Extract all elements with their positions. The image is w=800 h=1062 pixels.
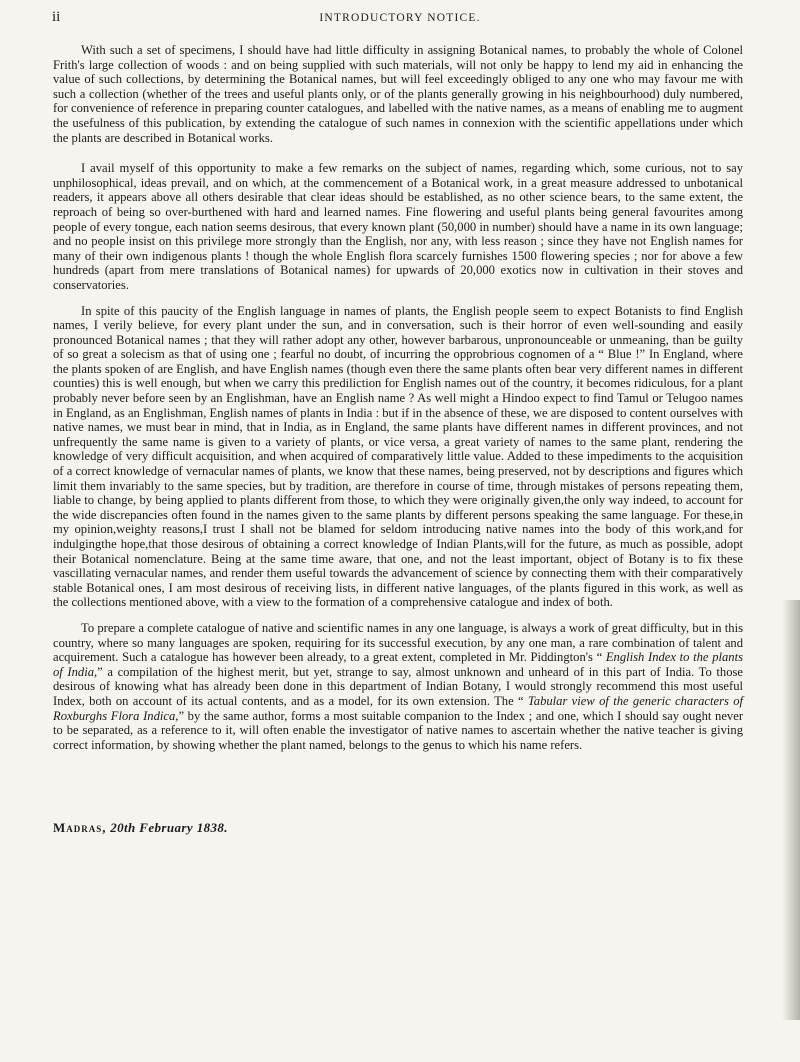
tabular-view-title: Tabular view of the generic characters of Roxburghs Flora Indica,	[53, 693, 743, 723]
running-head: INTRODUCTORY NOTICE.	[319, 12, 481, 24]
signoff-date: 20th February 1838.	[110, 820, 228, 835]
paragraph-4-part-1: To prepare a complete catalogue of native and scientific names in any one language, is always a work of great difficulty, but in this country, where so many languages are spoken, requiring for its successful execution, by any one man, a rare combination of talent and acquirement. Such a catalogue has however been already, to a great extent, completed in Mr. Piddington's “	[53, 620, 743, 665]
page-edge-shadow	[782, 600, 800, 1020]
paragraph-3: In spite of this paucity of the English language in names of plants, the English people seem to expect Botanists to find English names, I verily believe, for every plant under the sun, and in conversation, such is their horror of even well-sounding and easily pronounced Botanical names ; that they will rather adopt any other, however barbarous, unpronounceable or unmeaning, than be guilty of so great a solecism as that of using one ; fearful no doubt, of incurring the opprobrious cognomen of a “ Blue !” In England, where the plants spoken of are English, and have English names (though even there the same plants often bear very different names in different counties) this is well enough, but when we carry this prediliction for English names out of the country, it becomes ridiculous, for a plant probably never before seen by an Englishman, have an English name ? As well might a Hindoo expect to find Tamul or Telugoo names in England, as an Englishman, English names of plants in India : but if in the absence of these, we are disposed to content ourselves with native names, we must bear in mind, that in India, as in England, the same plants have different names in different provinces, and not unfrequently the same name is given to a variety of plants, or vice versa, a great variety of names to the same plant, rendering the knowledge of very difficult acquisition, and when acquired of comparatively little value. Added to these impediments to the acquisition of a correct knowledge of vernacular names of plants, we know that these names, being preserved, not by descriptions and figures which limit them invariably to the same species, but by tradition, are therefore in course of time, through mistakes of persons repeating them, liable to change, by being applied to plants different from those, to which they were originally given,the only way indeed, to account for the wide discrepancies often found in the names given to the same plants by different persons speaking the same language. For these,in my opinion,weighty reasons,I trust I shall not be blamed for seldom introducing native names into the body of this work,and for indulgingthe hope,that those desirous of obtaining a correct knowledge of Indian Plants,will for the future, as much as possible, adopt their Botanical nomenclature. Being at the same time aware, that one, and not the least important, object of Botany is to fix these vascillating vernacular names, and render them useful towards the advancement of science by connecting them with their comparatively stable Botanical ones, I am most desirous of receiving lists, in different native languages, of the plants figured in this work, as well as the collections mentioned above, with a view to the formation of a comprehensive catalogue and index of both.	[53, 303, 743, 610]
page-number: ii	[52, 9, 61, 25]
paragraph-4-part-2: ” a compilation of the highest merit, but yet, strange to say, almost unknown and unheard of in this part of India. To those desirous of knowing what has already been done in this department of Indian Botany, I would strongly recommend this most useful Index, both on account of its actual contents, and as a model, for its own extension. The “	[53, 664, 743, 708]
body-text	[53, 43, 743, 763]
paragraph-1: With such a set of specimens, I should have had little difficulty in assigning Botanical names, to probably the whole of Colonel Frith's large collection of woods : and on being supplied with such materials, will not only be happy to lend my aid in enhancing the value of such collections, by determining the Botanical names, but will feel exceedingly obliged to any one who may favour me with such a collection (whether of the trees and useful plants only, or of the plants generally growing in his neighbourhood) duly numbered, for convenience of reference in preparing counter catalogues, and labelled with the native names, as a means of enabling me to augment the usefulness of this publication, by extending the catalogue of such names in connexion with the scientific appellations under which the plants are described in Botanical works.	[53, 43, 743, 145]
page-header	[52, 9, 748, 31]
signoff	[53, 820, 228, 836]
paragraph-4	[53, 621, 743, 752]
index-title: English Index to the plants of India,	[53, 650, 743, 679]
paragraph-4-part-3: ” by the same author, forms a most suitable companion to the Index ; and one, which I should say ought never to be separated, as a reference to it, will often enable the investigator of native names to ascertain whether the native teacher is giving correct information, by showing whether the plant named, belongs to the genus to which his name refers.	[53, 708, 744, 752]
paragraph-2: I avail myself of this opportunity to make a few remarks on the subject of names, regarding which, some curious, not to say unphilosophical, ideas prevail, and on which, at the commencement of a Botanical work, in a great measure addressed to unbotanical readers, it appears above all others desirable that clear ideas should be established, as no other science bears, to the same extent, the reproach of being so over-burthened with hard and learned names. Fine flowering and useful plants being general favourites among people of every tongue, each nation seems desirous, that every known plant (50,000 in number) should have a name in its own language; and no people insist on this privilege more strongly than the English, nor any, with less reason ; since they have not English names for many of their own indigenous plants ! though the whole English flora scarcely furnishes 1500 flowering species ; nor for above a few hundreds (apart from mere translations of Botanical names) for upwards of 20,000 exotics now in cultivation in their stoves and conservatories.	[53, 161, 743, 292]
signoff-place: Madras,	[53, 820, 107, 835]
